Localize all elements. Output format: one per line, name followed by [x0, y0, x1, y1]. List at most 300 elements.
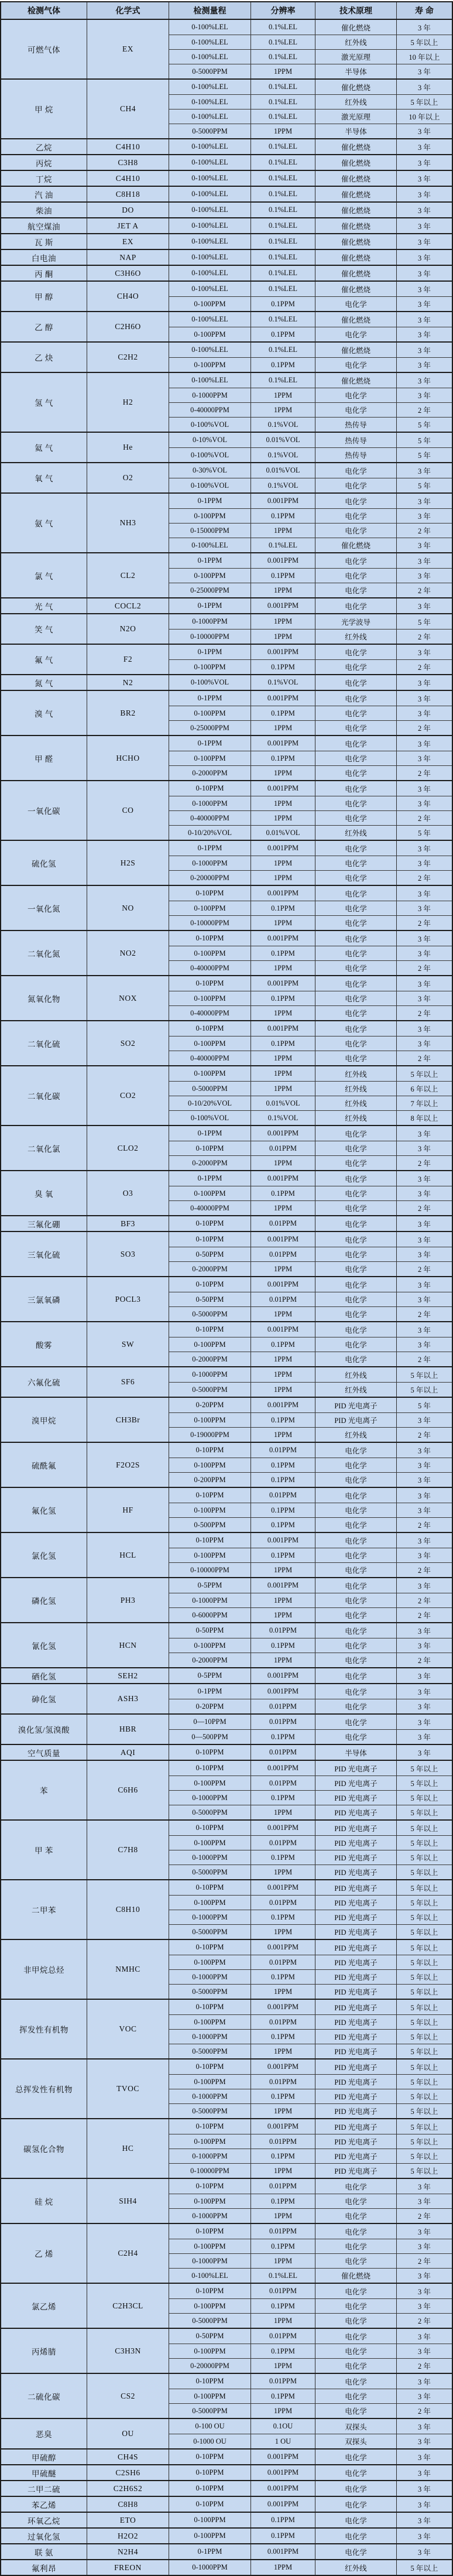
principle-cell: 电化学 — [315, 2450, 397, 2464]
formula-cell: COCL2 — [87, 598, 169, 613]
principle-cell: PID 光电离子 — [315, 2000, 397, 2014]
range-cell: 0-100%LEL — [169, 171, 251, 186]
gas-name-cell: 甲硫醇 — [1, 2450, 87, 2464]
resolution-cell: 0.01PPM — [251, 1488, 315, 1503]
lifespan-cell: 3 年 — [418, 1296, 431, 1304]
lifespan-cell: 5 年以上 — [410, 1899, 438, 1907]
range-cell: 0-100PPM — [169, 1036, 251, 1051]
lifespan-cell: 3 年 — [418, 331, 431, 339]
range-cell: 0-5000PPM — [169, 1865, 251, 1879]
principle-cell: PID 光电离子 — [315, 1821, 397, 1835]
formula-cell: BR2 — [87, 691, 169, 735]
subrow-list — [169, 976, 452, 1020]
table-row — [169, 64, 452, 78]
table-row — [169, 2344, 452, 2358]
table-row-group — [1, 2480, 452, 2496]
lifespan-cell: 2 年 — [418, 663, 431, 672]
resolution-cell: 1PPM — [251, 1262, 315, 1276]
lifespan-cell: 5 年 — [418, 482, 431, 490]
principle-cell: 电化学 — [315, 796, 397, 810]
table-row — [169, 946, 452, 960]
principle-cell: 电化学 — [315, 583, 397, 597]
range-cell: 0-100%LEL — [169, 35, 251, 49]
formula-cell: HCN — [87, 1623, 169, 1667]
principle-cell: 电化学 — [315, 2529, 397, 2543]
range-cell: 0-100%LEL — [169, 80, 251, 94]
formula-cell: NMHC — [87, 1940, 169, 1999]
table-row-group — [1, 975, 452, 1020]
subrow-list — [169, 736, 452, 780]
range-cell: 0-5000PPM — [169, 1805, 251, 1819]
principle-cell: 电化学 — [315, 1126, 397, 1141]
lifespan-cell: 3 年 — [418, 1642, 431, 1650]
table-row — [169, 296, 452, 311]
lifespan-cell: 3 年 — [418, 1749, 431, 1757]
resolution-cell: 1PPM — [251, 1201, 315, 1215]
table-row — [169, 2089, 452, 2103]
lifespan-cell: 3 年 — [418, 1236, 431, 1244]
subrow-list — [169, 171, 452, 186]
resolution-cell: 1PPM — [251, 524, 315, 538]
subrow-list — [169, 1021, 452, 1065]
formula-cell: NO2 — [87, 931, 169, 975]
table-row-group — [1, 492, 452, 552]
lifespan-cell: 3 年 — [418, 143, 431, 152]
subrow-list — [169, 2179, 452, 2223]
table-row — [169, 915, 452, 930]
subrow-list — [169, 2544, 452, 2559]
table-row — [169, 2194, 452, 2208]
resolution-cell: 0.1PPM — [251, 946, 315, 960]
table-row — [169, 1412, 452, 1427]
table-row-group — [1, 280, 452, 311]
range-cell: 0-10PPM — [169, 781, 251, 796]
principle-cell: 电化学 — [315, 2344, 397, 2358]
range-cell: 0-10PPM — [169, 1761, 251, 1776]
table-row — [169, 796, 452, 810]
table-row — [169, 2103, 452, 2118]
gas-name-cell: 二氧化硫 — [1, 1021, 87, 1065]
resolution-cell: 0.001PPM — [251, 1398, 315, 1412]
formula-cell: NH3 — [87, 494, 169, 552]
principle-cell: 催化燃烧 — [315, 139, 397, 154]
subrow-list — [169, 234, 452, 249]
resolution-cell: 0.001PPM — [251, 931, 315, 946]
lifespan-cell: 5 年以上 — [410, 2003, 438, 2012]
principle-cell: PID 光电离子 — [315, 2164, 397, 2178]
principle-cell: 电化学 — [315, 1036, 397, 1051]
range-cell: 0-10PPM — [169, 1533, 251, 1548]
subrow-list — [169, 1684, 452, 1713]
gas-name-cell: 联 氨 — [1, 2544, 87, 2559]
formula-cell: He — [87, 433, 169, 462]
principle-cell: 电化学 — [315, 1503, 397, 1517]
gas-name-cell: 氟利昂 — [1, 2560, 87, 2575]
principle-cell: 电化学 — [315, 2465, 397, 2480]
principle-cell: 电化学 — [315, 2179, 397, 2194]
lifespan-cell: 3 年 — [418, 800, 431, 808]
table-row — [169, 856, 452, 870]
formula-cell: C3H8 — [87, 155, 169, 170]
principle-cell: PID 光电离子 — [315, 1836, 397, 1850]
lifespan-cell: 3 年 — [418, 23, 431, 32]
resolution-cell: 1PPM — [251, 124, 315, 138]
range-cell: 0-1000PPM — [169, 2149, 251, 2163]
principle-cell: 催化燃烧 — [315, 234, 397, 249]
lifespan-cell: 5 年以上 — [410, 2138, 438, 2146]
range-cell: 0-100PPM — [169, 2075, 251, 2089]
principle-cell: 催化燃烧 — [315, 250, 397, 265]
table-row — [169, 1292, 452, 1306]
resolution-cell: 1PPM — [251, 1428, 315, 1442]
range-cell: 0-100%LEL — [169, 343, 251, 357]
subrow-list — [169, 1367, 452, 1397]
lifespan-cell: 3 年 — [418, 1703, 431, 1711]
table-row — [169, 1969, 452, 1984]
lifespan-cell: 5 年以上 — [410, 1780, 438, 1788]
lifespan-cell: 6 年以上 — [410, 1085, 438, 1093]
range-cell: 0-5PPM — [169, 1578, 251, 1593]
range-cell: 0-100%VOL — [169, 478, 251, 492]
table-row — [169, 1021, 452, 1036]
resolution-cell: 0.1PPM — [251, 2344, 315, 2358]
principle-cell: 电化学 — [315, 721, 397, 735]
range-cell: 0-6000PPM — [169, 1608, 251, 1622]
table-row — [169, 1337, 452, 1352]
formula-cell: H2O2 — [87, 2529, 169, 2543]
resolution-cell: 1PPM — [251, 1051, 315, 1065]
resolution-cell: 1PPM — [251, 721, 315, 735]
resolution-cell: 0.1%LEL — [251, 50, 315, 64]
resolution-cell: 0.1%LEL — [251, 171, 315, 186]
table-row-group — [1, 432, 452, 462]
table-row-group — [1, 2283, 452, 2328]
table-row-group — [1, 2178, 452, 2223]
table-row-group — [1, 1397, 452, 1442]
lifespan-cell: 3 年 — [418, 1220, 431, 1229]
resolution-cell: 1PPM — [251, 1985, 315, 1999]
resolution-cell: 0.01PPM — [251, 1292, 315, 1306]
table-row-group — [1, 2464, 452, 2480]
principle-cell: 电化学 — [315, 901, 397, 915]
resolution-cell: 0.1%LEL — [251, 2269, 315, 2283]
range-cell: 0-5000PPM — [169, 2104, 251, 2118]
principle-cell: 电化学 — [315, 1171, 397, 1186]
lifespan-cell: 5 年以上 — [410, 1070, 438, 1079]
resolution-cell: 0.1PPM — [251, 569, 315, 583]
principle-cell: 电化学 — [315, 736, 397, 751]
gas-name-cell: 二氧化氮 — [1, 931, 87, 975]
formula-cell: C7H8 — [87, 1821, 169, 1879]
resolution-cell: 1PPM — [251, 796, 315, 810]
principle-cell: 催化燃烧 — [315, 20, 397, 35]
range-cell: 0-100PPM — [169, 2299, 251, 2313]
resolution-cell: 0.001PPM — [251, 2119, 315, 2134]
lifespan-cell: 5 年以上 — [410, 1839, 438, 1848]
subrow-list — [169, 2284, 452, 2328]
lifespan-cell: 2 年 — [418, 964, 431, 973]
table-row — [169, 523, 452, 538]
resolution-cell: 0.1PPM — [251, 2239, 315, 2253]
range-cell: 0-1PPM — [169, 1684, 251, 1699]
subrow-list — [169, 614, 452, 644]
gas-name-cell: 甲 苯 — [1, 1821, 87, 1879]
table-row — [169, 2253, 452, 2268]
lifespan-cell: 5 年以上 — [410, 1386, 438, 1394]
resolution-cell: 1PPM — [251, 1865, 315, 1879]
resolution-cell: 0.1PPM — [251, 2194, 315, 2208]
subrow-list — [169, 2450, 452, 2464]
gas-name-cell: 丙烯腈 — [1, 2329, 87, 2373]
lifespan-cell: 5 年以上 — [410, 2564, 438, 2572]
gas-name-cell: 氟化氢 — [1, 1488, 87, 1532]
principle-cell: 催化燃烧 — [315, 373, 397, 388]
lifespan-cell: 5 年以上 — [410, 1988, 438, 1996]
formula-cell: ETO — [87, 2513, 169, 2527]
resolution-cell: 1PPM — [251, 1156, 315, 1170]
table-row — [169, 629, 452, 644]
range-cell: 0-100PPM — [169, 1955, 251, 1969]
principle-cell: 催化燃烧 — [315, 218, 397, 233]
principle-cell: 电化学 — [315, 2284, 397, 2298]
principle-cell: 电化学 — [315, 1638, 397, 1653]
table-row — [169, 508, 452, 523]
resolution-cell: 0.001PPM — [251, 2000, 315, 2014]
resolution-cell: 0.001PPM — [251, 2481, 315, 2496]
principle-cell: 电化学 — [315, 1156, 397, 1170]
gas-name-cell: 航空煤油 — [1, 218, 87, 233]
table-row — [169, 1141, 452, 1155]
principle-cell: 电化学 — [315, 2224, 397, 2239]
resolution-cell: 0.001PPM — [251, 494, 315, 508]
table-row — [169, 1623, 452, 1638]
table-row-group — [1, 2527, 452, 2543]
table-row-group — [1, 341, 452, 372]
resolution-cell: 0.1%LEL — [251, 35, 315, 49]
table-row — [169, 266, 452, 280]
formula-cell: C6H6 — [87, 1761, 169, 1819]
resolution-cell: 0.01PPM — [251, 1776, 315, 1790]
subrow-list — [169, 781, 452, 840]
lifespan-cell: 5 年以上 — [410, 39, 438, 47]
range-cell: 0-5000PPM — [169, 1985, 251, 1999]
formula-cell: N2O — [87, 614, 169, 644]
subrow-list — [169, 1715, 452, 1744]
principle-cell: 电化学 — [315, 2389, 397, 2403]
formula-cell: F2O2S — [87, 1443, 169, 1487]
range-cell: 0-100PPM — [169, 2015, 251, 2029]
resolution-cell: 0.1%VOL — [251, 418, 315, 432]
lifespan-cell: 2 年 — [418, 1205, 431, 1213]
range-cell: 0-1000PPM — [169, 2089, 251, 2103]
gas-name-cell: 三氧化硫 — [1, 1232, 87, 1276]
range-cell: 0-10PPM — [169, 2119, 251, 2134]
table-row-group — [1, 2512, 452, 2527]
table-row — [169, 357, 452, 372]
range-cell: 0-20000PPM — [169, 871, 251, 885]
lifespan-cell: 3 年 — [418, 2287, 431, 2296]
table-row — [169, 417, 452, 432]
principle-cell: 电化学 — [315, 1232, 397, 1247]
table-row — [169, 2497, 452, 2512]
resolution-cell: 1PPM — [251, 1006, 315, 1020]
resolution-cell: 0.001PPM — [251, 886, 315, 901]
resolution-cell: 0.01%VOL — [251, 826, 315, 840]
resolution-cell: 0.1%LEL — [251, 80, 315, 94]
lifespan-cell: 2 年 — [418, 587, 431, 595]
principle-cell: 电化学 — [315, 327, 397, 341]
table-row — [169, 218, 452, 233]
formula-cell: CO — [87, 781, 169, 840]
gas-name-cell: 磷化氢 — [1, 1578, 87, 1622]
range-cell: 0-100PPM — [169, 509, 251, 523]
resolution-cell: 0.1%LEL — [251, 234, 315, 249]
lifespan-cell: 3 年 — [418, 980, 431, 988]
resolution-cell: 1PPM — [251, 1925, 315, 1939]
table-row-group — [1, 2496, 452, 2512]
resolution-cell: 0.1%LEL — [251, 250, 315, 265]
subrow-list — [169, 2419, 452, 2448]
resolution-cell: 1PPM — [251, 1563, 315, 1577]
gas-name-cell: 砷化氢 — [1, 1684, 87, 1713]
lifespan-cell: 3 年 — [418, 2332, 431, 2341]
formula-cell: SW — [87, 1322, 169, 1366]
principle-cell: 电化学 — [315, 297, 397, 311]
gas-name-cell: 碳氢化合物 — [1, 2119, 87, 2178]
lifespan-cell: 2 年 — [418, 2317, 431, 2325]
principle-cell: 电化学 — [315, 1623, 397, 1638]
principle-cell: 电化学 — [315, 871, 397, 885]
resolution-cell: 0.01%VOL — [251, 463, 315, 478]
subrow-list — [169, 1443, 452, 1487]
gas-name-cell: 氨 气 — [1, 494, 87, 552]
table-row — [169, 343, 452, 357]
range-cell: 0-1000PPM — [169, 2209, 251, 2223]
table-row — [169, 736, 452, 751]
table-row — [169, 1488, 452, 1503]
lifespan-cell: 5 年 — [418, 451, 431, 460]
gas-name-cell: 甲 醛 — [1, 736, 87, 780]
resolution-cell: 0.1PPM — [251, 1337, 315, 1352]
lifespan-cell: 3 年 — [418, 2243, 431, 2251]
resolution-cell: 0.001PPM — [251, 1277, 315, 1292]
subrow-list — [169, 343, 452, 372]
range-cell: 0-2000PPM — [169, 1653, 251, 1667]
range-cell: 0-100PPM — [169, 1337, 251, 1352]
resolution-cell: 0.001PPM — [251, 1940, 315, 1955]
table-row — [169, 2419, 452, 2434]
table-row-group — [1, 1879, 452, 1939]
formula-cell: BF3 — [87, 1216, 169, 1231]
table-row — [169, 2224, 452, 2239]
gas-name-cell: 乙烷 — [1, 139, 87, 154]
principle-cell: 电化学 — [315, 1473, 397, 1487]
range-cell: 0-100PPM — [169, 706, 251, 720]
principle-cell: PID 光电离子 — [315, 1955, 397, 1969]
resolution-cell: 0.001PPM — [251, 841, 315, 856]
formula-cell: CS2 — [87, 2374, 169, 2418]
resolution-cell: 0.1PPM — [251, 2389, 315, 2403]
table-row — [169, 2298, 452, 2313]
gas-name-cell: 六氟化硫 — [1, 1367, 87, 1397]
table-row-group — [1, 1065, 452, 1125]
header-formula: 化学式 — [87, 2, 169, 19]
table-row — [169, 1443, 452, 1458]
range-cell: 0-100%LEL — [169, 266, 251, 280]
table-row — [169, 109, 452, 124]
gas-name-cell: 氦 气 — [1, 433, 87, 462]
table-row — [169, 2149, 452, 2163]
principle-cell: 电化学 — [315, 946, 397, 960]
table-row — [169, 901, 452, 915]
table-row — [169, 1715, 452, 1729]
table-row — [169, 1910, 452, 1924]
range-cell: 0-1000PPM — [169, 2030, 251, 2044]
table-row-group — [1, 597, 452, 613]
formula-cell: HCL — [87, 1533, 169, 1577]
table-row — [169, 1776, 452, 1790]
resolution-cell: 0.1PPM — [251, 297, 315, 311]
subrow-list — [169, 1745, 452, 1760]
table-row-group — [1, 1125, 452, 1170]
table-row — [169, 433, 452, 447]
table-row — [169, 203, 452, 217]
resolution-cell: 1PPM — [251, 630, 315, 644]
subrow-list — [169, 2560, 452, 2575]
subrow-list — [169, 2119, 452, 2178]
lifespan-cell: 5 年以上 — [410, 1884, 438, 1893]
lifespan-cell: 3 年 — [418, 1025, 431, 1034]
subrow-list — [169, 1761, 452, 1819]
lifespan-cell: 3 年 — [418, 1251, 431, 1259]
principle-cell: 电化学 — [315, 2329, 397, 2344]
lifespan-cell: 3 年 — [418, 512, 431, 521]
resolution-cell: 0.01PPM — [251, 1247, 315, 1261]
lifespan-cell: 3 年 — [418, 300, 431, 309]
table-row — [169, 2313, 452, 2328]
table-row-group — [1, 1366, 452, 1397]
table-row — [169, 1638, 452, 1653]
table-row-group — [1, 1170, 452, 1215]
range-cell: 0-40000PPM — [169, 403, 251, 417]
table-row-group — [1, 1760, 452, 1819]
range-cell: 0-1PPM — [169, 1171, 251, 1186]
table-row — [169, 1232, 452, 1247]
gas-spec-table — [0, 1, 453, 2576]
gas-name-cell: 白电油 — [1, 250, 87, 265]
lifespan-cell: 3 年 — [418, 1326, 431, 1335]
table-row — [169, 2119, 452, 2134]
resolution-cell: 0.1%VOL — [251, 448, 315, 462]
resolution-cell: 0.01PPM — [251, 2179, 315, 2194]
formula-cell: HCHO — [87, 736, 169, 780]
range-cell: 0-100PPM — [169, 1458, 251, 1472]
resolution-cell: 0.1%LEL — [251, 95, 315, 109]
principle-cell: PID 光电离子 — [315, 1940, 397, 1955]
range-cell: 0-1PPM — [169, 494, 251, 508]
table-row-group — [1, 1020, 452, 1065]
formula-cell: NOX — [87, 976, 169, 1020]
gas-name-cell: 硫化氢 — [1, 841, 87, 885]
principle-cell: 电化学 — [315, 1262, 397, 1276]
table-row — [169, 583, 452, 597]
resolution-cell: 0.1PPM — [251, 1518, 315, 1532]
lifespan-cell: 2 年 — [418, 1657, 431, 1665]
lifespan-cell: 3 年 — [418, 542, 431, 550]
table-row — [169, 1895, 452, 1910]
table-row — [169, 2465, 452, 2480]
formula-cell: SO2 — [87, 1021, 169, 1065]
